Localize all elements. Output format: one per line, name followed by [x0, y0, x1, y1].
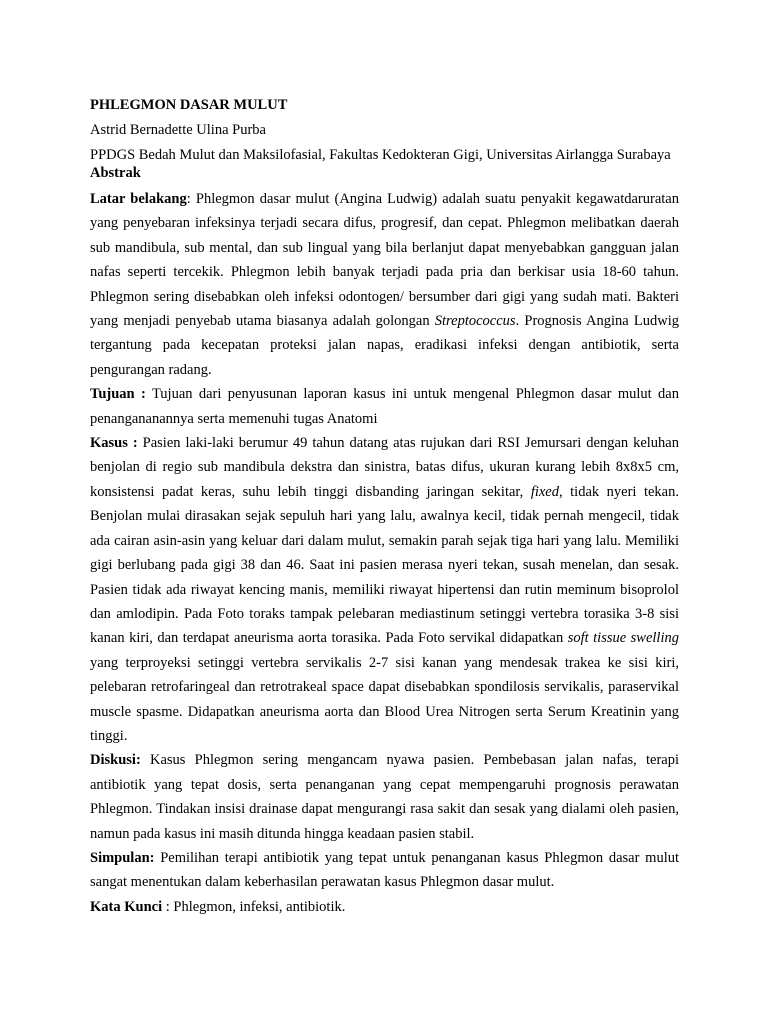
latar-belakang-label: Latar belakang — [90, 191, 187, 207]
tujuan-paragraph — [90, 382, 679, 431]
kasus-italic-1: fixed — [530, 483, 559, 500]
author-name: Astrid Bernadette Ulina Purba — [90, 122, 266, 138]
paper-header — [90, 93, 690, 168]
simpulan-paragraph — [90, 846, 679, 895]
diskusi-text: Kasus Phlegmon sering mengancam nyawa pasien. Pembebasan jalan nafas, terapi antibiotik yang tepat dosis, serta penanganan yang cepat mempengaruhi prognosis perawatan Phlegmon. Tindakan insisi drainase dapat mengurangi rasa sakit dan sesak yang dialami oleh pasien, namun pada kasus ini masih ditunda hingga keadaan pasien stabil. — [90, 752, 679, 842]
abstract-section — [90, 161, 679, 919]
paper-title: PHLEGMON DASAR MULUT — [90, 97, 288, 113]
abstract-heading: Abstrak — [90, 165, 141, 181]
kasus-text-2: , tidak nyeri tekan. Benjolan mulai dirasakan sejak sepuluh hari yang lalu, awalnya kecil, tidak pernah mengecil, tidak ada cairan asin-asin yang keluar dari dalam mulut, semakin parah sejak tiga hari yang lalu. Memiliki gigi berlubang pada gigi 38 dan 46. Saat ini pasien merasa nyeri tekan, susah menelan, dan sesak. Pasien tidak ada riwayat kencing manis, memiliki riwayat hipertensi dan rutin meminum bisoprolol dan amlodipin. Pada Foto toraks tampak pelebaran mediastinum setinggi vertebra torasika 3-8 sisi kanan kiri, dan terdapat aneurisma aorta torasika. Pada Foto servikal didapatkan — [90, 483, 679, 647]
latar-belakang-text-1: : Phlegmon dasar mulut (Angina Ludwig) adalah suatu penyakit kegawatdaruratan yang penyebaran infeksinya terjadi secara difus, progresif, dan cepat. Phlegmon melibatkan daerah sub mandibula, sub mental, dan sub lingual yang bila berlanjut dapat menyebabkan gangguan jalan nafas seperti tercekik. Phlegmon lebih banyak terjadi pada pria dan berkisar usia 18-60 tahun. Phlegmon sering disebabkan oleh infeksi odontogen/ bersumber dari gigi yang sudah mati. Bakteri yang menjadi penyebab utama biasanya adalah golongan — [90, 191, 679, 330]
tujuan-label: Tujuan : — [90, 386, 146, 403]
kata-kunci-label: Kata Kunci — [90, 898, 163, 915]
kasus-paragraph — [90, 431, 679, 748]
latar-belakang-paragraph — [90, 187, 679, 382]
latar-belakang-text-2: . Prognosis Angina Ludwig tergantung pada kecepatan proteksi jalan napas, eradikasi infeksi dengan antibiotik, serta pengurangan radang. — [90, 313, 679, 378]
kasus-text-1: Pasien laki-laki berumur 49 tahun datang atas rujukan dari RSI Jemursari dengan keluhan benjolan di regio sub mandibula dekstra dan sinistra, batas difus, ukuran kurang lebih 8x8x5 cm, konsistensi padat keras, suhu lebih tinggi disbanding jaringan sekitar, — [90, 435, 679, 500]
diskusi-paragraph — [90, 748, 679, 846]
author-affiliation: PPDGS Bedah Mulut dan Maksilofasial, Fakultas Kedokteran Gigi, Universitas Airlangga Surabaya — [90, 147, 671, 163]
kasus-label: Kasus : — [90, 435, 138, 452]
kasus-italic-2: soft tissue swelling — [567, 630, 679, 647]
kasus-text-3: yang terproyeksi setinggi vertebra servikalis 2-7 sisi kanan yang mendesak trakea ke sisi kiri, pelebaran retrofaringeal dan retrotrakeal space dapat disebabkan spondilosis servikalis, paraservikal muscle spasme. Didapatkan aneurisma aorta dan Blood Urea Nitrogen serta Serum Kreatinin yang tinggi. — [90, 654, 679, 744]
simpulan-label: Simpulan: — [90, 849, 155, 866]
tujuan-text: Tujuan dari penyusunan laporan kasus ini untuk mengenal Phlegmon dasar mulut dan penangananannya serta memenuhi tugas Anatomi — [90, 386, 679, 427]
kata-kunci-text: : Phlegmon, infeksi, antibiotik. — [162, 898, 346, 915]
kata-kunci-paragraph — [90, 895, 679, 919]
latar-belakang-italic: Streptococcus — [434, 313, 516, 330]
diskusi-label: Diskusi: — [90, 752, 141, 769]
simpulan-text: Pemilihan terapi antibiotik yang tepat untuk penanganan kasus Phlegmon dasar mulut sangat menentukan dalam keberhasilan perawatan kasus Phlegmon dasar mulut. — [90, 849, 679, 891]
